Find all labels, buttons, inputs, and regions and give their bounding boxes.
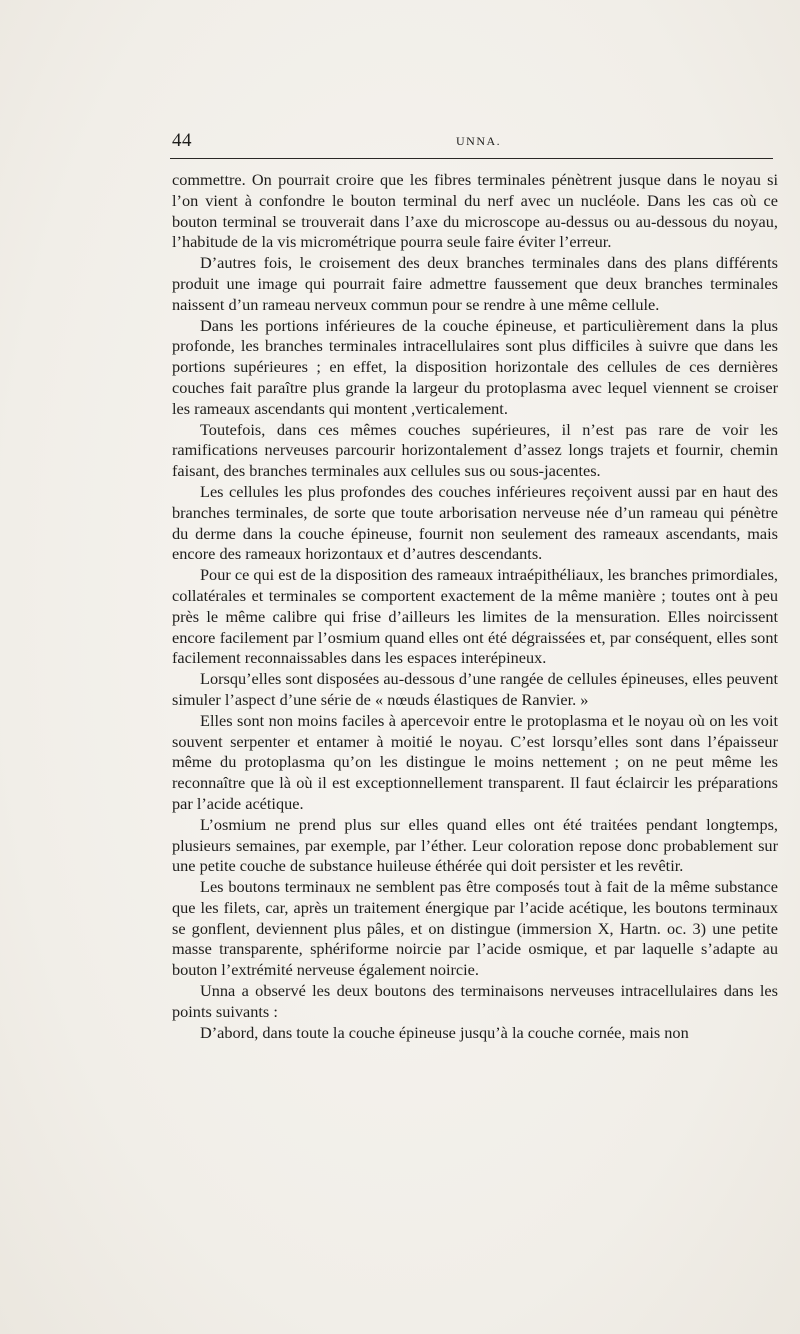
paragraph: Lorsqu’elles sont disposées au-dessous d’une rangée de cellules épineuses, elles peuvent simuler l’aspect d’une série de « nœuds élastiques de Ranvier. » [172, 669, 778, 709]
paragraph: Les boutons terminaux ne semblent pas être composés tout à fait de la même substance que les filets, car, après un traitement énergique par l’acide acétique, les boutons terminaux se gonflent, deviennent plus pâles, et on distingue (immersion X, Hartn. oc. 3) une petite masse transparente, sphériforme noircie par l’acide osmique, et par laquelle s’adapte au bouton l’extrémité nerveuse également noircie. [172, 877, 778, 980]
paragraph: L’osmium ne prend plus sur elles quand elles ont été traitées pendant longtemps, plusieurs semaines, par exemple, par l’éther. Leur coloration repose donc probablement sur une petite couche de substance huileuse éthérée qui doit persister et les revêtir. [172, 814, 778, 876]
body-text [172, 170, 778, 1043]
page-header [170, 130, 773, 152]
paragraph: Pour ce qui est de la disposition des rameaux intraépithéliaux, les branches primordiales, collatérales et terminales se comportent exactement de la même manière ; toutes ont à peu près le même calibre qui frise d’ailleurs les limites de la mensuration. Elles noircissent encore facilement par l’osmium quand elles ont été dégraissées et, par conséquent, elles sont facilement reconnaissables dans les espaces interépineux. [172, 565, 778, 668]
paragraph: D’abord, dans toute la couche épineuse jusqu’à la couche cornée, mais non [200, 1022, 689, 1042]
paragraph: D’autres fois, le croisement des deux branches terminales dans des plans différents produit une image qui pourrait faire admettre faussement que deux branches terminales naissent d’un rameau nerveux commun pour se rendre à une même cellule. [172, 253, 778, 314]
paragraph: Les cellules les plus profondes des couches inférieures reçoivent aussi par en haut des branches terminales, de sorte que toute arborisation nerveuse née d’un rameau qui pénètre du derme dans la couche épineuse, fournit non seulement des rameaux ascendants, mais encore des rameaux horizontaux et d’autres descendants. [172, 481, 778, 564]
paragraph: Unna a observé les deux boutons des terminaisons nerveuses intracellulaires dans les points suivants : [172, 981, 778, 1021]
header-rule [170, 158, 773, 159]
paragraph: Dans les portions inférieures de la couche épineuse, et particulièrement dans la plus profonde, les branches terminales intracellulaires sont plus difficiles à suivre que dans les portions supérieures ; en effet, la disposition horizontale des cellules de ces dernières couches fait paraître plus grande la largeur du protoplasma avec lequel viennent se croiser les rameaux ascendants qui montent ,verticalement. [172, 315, 778, 418]
page-number: 44 [172, 130, 192, 151]
paragraph: Elles sont non moins faciles à apercevoir entre le protoplasma et le noyau où on les voit souvent serpenter et entamer à moitié le noyau. C’est lorsqu’elles sont dans l’épaisseur même du protoplasma qu’on les distingue le moins nettement ; on ne peut même les reconnaître que là où il est exceptionnellement transparent. Il faut éclaircir les préparations par l’acide acétique. [172, 710, 778, 813]
running-head: UNNA. [456, 134, 502, 148]
paragraph: Toutefois, dans ces mêmes couches supérieures, il n’est pas rare de voir les ramifications nerveuses parcourir horizontalement d’assez longs trajets et fournir, chemin faisant, des branches terminales aux cellules sus ou sous-jacentes. [172, 419, 778, 481]
paragraph: commettre. On pourrait croire que les fibres terminales pénètrent jusque dans le noyau si l’on vient à confondre le bouton terminal du nerf avec un nucléole. Dans les cas où ce bouton terminal se trouverait dans l’axe du microscope au-dessus ou au-dessous du noyau, l’habitude de la vis micrométrique pourra seule faire éviter l’erreur. [172, 170, 778, 252]
